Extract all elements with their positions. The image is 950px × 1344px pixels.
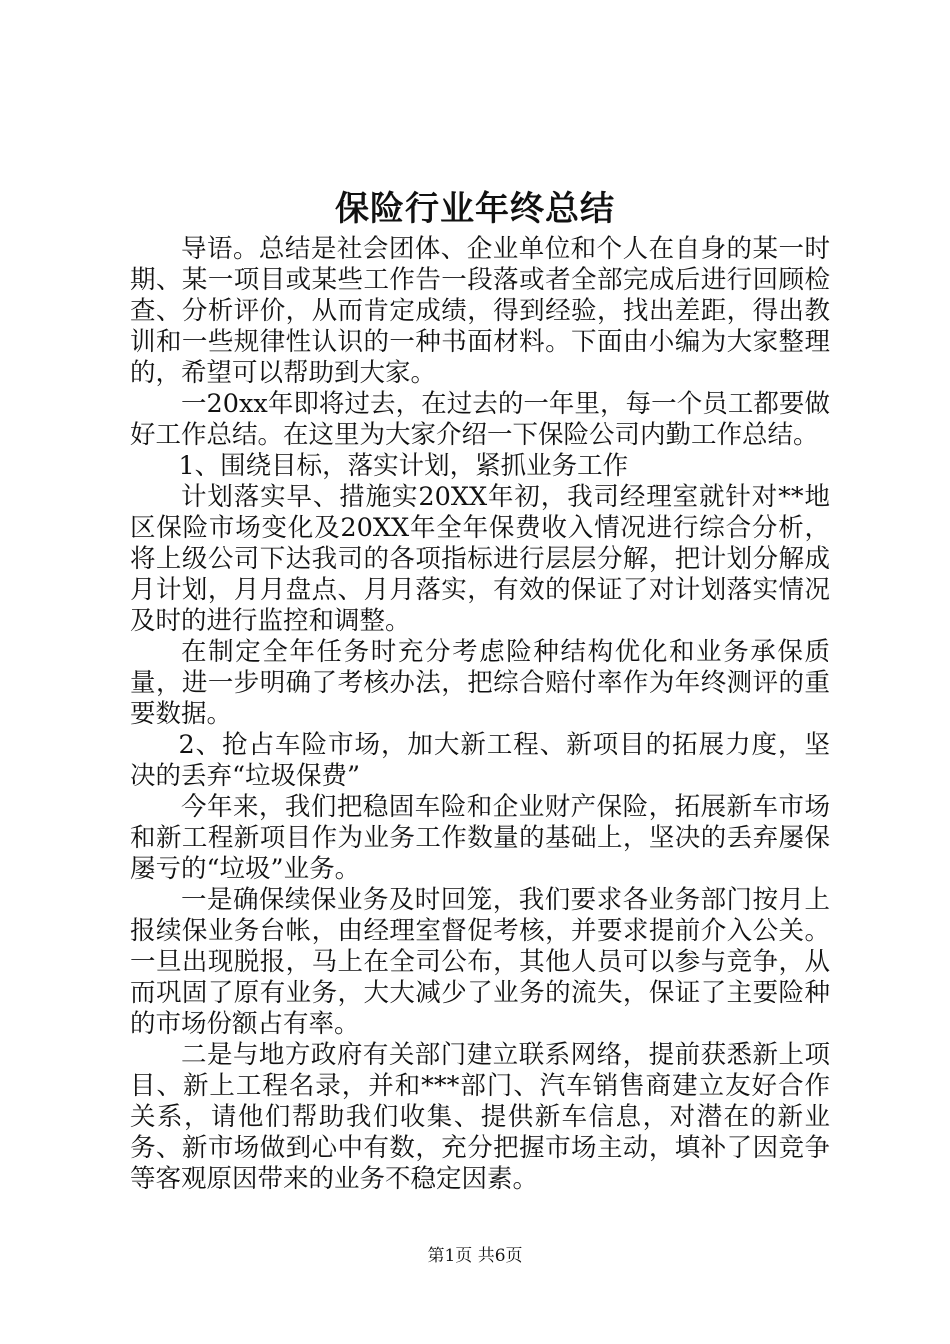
document-body bbox=[130, 234, 830, 1195]
paragraph-opening: 一20xx年即将过去，在过去的一年里，每一个员工都要做好工作总结。在这里为大家介绍一下保险公司内勤工作总结。 bbox=[130, 389, 830, 450]
section-heading-1: 1、围绕目标，落实计划，紧抓业务工作 bbox=[178, 451, 629, 481]
paragraph-intro: 导语。总结是社会团体、企业单位和个人在自身的某一时期、某一项目或某些工作告一段落或者全部完成后进行回顾检查、分析评价，从而肯定成绩，得到经验，找出差距，得出教训和一些规律性认识的一种书面材料。下面由小编为大家整理的，希望可以帮助到大家。 bbox=[130, 234, 830, 388]
paragraph-this-year: 今年来，我们把稳固车险和企业财产保险，拓展新车市场和新工程新项目作为业务工作数量的基础上，坚决的丢弃屡保屡亏的“垃圾”业务。 bbox=[130, 792, 830, 884]
section-heading-2: 2、抢占车险市场，加大新工程、新项目的拓展力度，坚决的丢弃“垃圾保费” bbox=[130, 730, 830, 791]
paragraph-assessment: 在制定全年任务时充分考虑险种结构优化和业务承保质量，进一步明确了考核办法，把综合赔付率作为年终测评的重要数据。 bbox=[130, 637, 830, 729]
paragraph-plan: 计划落实早、措施实20XX年初，我司经理室就针对**地区保险市场变化及20XX年全年保费收入情况进行综合分析，将上级公司下达我司的各项指标进行层层分解，把计划分解成月计划，月月盘点、月月落实，有效的保证了对计划落实情况及时的进行监控和调整。 bbox=[130, 482, 830, 636]
paragraph-renewal: 一是确保续保业务及时回笼，我们要求各业务部门按月上报续保业务台帐，由经理室督促考核，并要求提前介入公关。一旦出现脱报，马上在全司公布，其他人员可以参与竞争，从而巩固了原有业务，大大减少了业务的流失，保证了主要险种的市场份额占有率。 bbox=[130, 885, 830, 1039]
document-title: 保险行业年终总结 bbox=[335, 189, 615, 229]
page-number-footer: 第1页 共6页 bbox=[427, 1246, 523, 1266]
paragraph-network: 二是与地方政府有关部门建立联系网络，提前获悉新上项目、新上工程名录，并和***部门、汽车销售商建立友好合作关系，请他们帮助我们收集、提供新车信息，对潜在的新业务、新市场做到心中有数，充分把握市场主动，填补了因竞争等客观原因带来的业务不稳定因素。 bbox=[130, 1040, 830, 1194]
